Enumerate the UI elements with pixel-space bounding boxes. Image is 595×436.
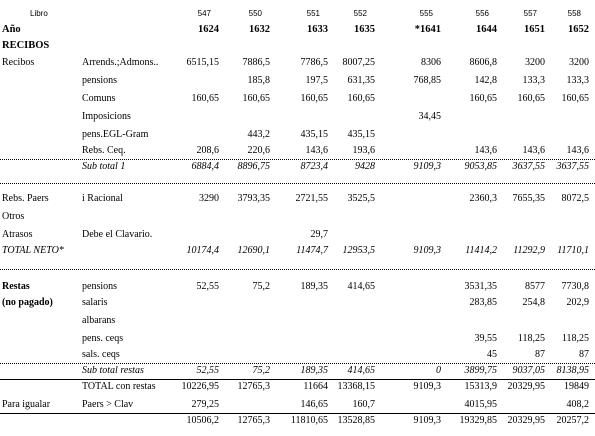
row-item-label: Arrends.;Admons..	[82, 57, 159, 68]
table-cell: 143,6	[305, 145, 328, 156]
row-item-label: Rebs. Ceq.	[82, 145, 126, 156]
table-cell: 9109,3	[413, 381, 441, 392]
table-cell: 133,3	[566, 75, 589, 86]
row-item-label: pens.EGL-Gram	[82, 129, 149, 140]
table-cell: 133,3	[522, 75, 545, 86]
table-cell: 34,45	[418, 111, 441, 122]
table-cell: 160,65	[517, 93, 545, 104]
libro-number: 552	[353, 9, 367, 18]
table-cell: 12765,3	[237, 381, 270, 392]
table-cell: 2721,55	[295, 193, 328, 204]
table-cell: 19849	[564, 381, 589, 392]
table-cell: 6884,4	[191, 161, 219, 172]
table-cell: 9109,3	[413, 161, 441, 172]
table-cell: 143,6	[474, 145, 497, 156]
libro-number: 551	[306, 9, 320, 18]
section-title: RECIBOS	[2, 40, 50, 51]
table-cell: 10506,2	[186, 415, 219, 426]
table-cell: 29,7	[310, 229, 328, 240]
libro-number: 558	[567, 9, 581, 18]
table-cell: 7730,8	[561, 281, 589, 292]
row-item-label: Sub total restas	[82, 365, 144, 376]
table-cell: 160,65	[242, 93, 270, 104]
table-cell: 0	[436, 365, 441, 376]
table-cell: 3200	[569, 57, 589, 68]
table-cell: 52,55	[196, 281, 219, 292]
table-cell: 8306	[421, 57, 441, 68]
table-cell: 3200	[525, 57, 545, 68]
table-cell: 160,65	[300, 93, 328, 104]
row-item-label: salaris	[82, 297, 108, 308]
row-item-label: i Racional	[82, 193, 123, 204]
table-cell: 11710,1	[557, 245, 589, 256]
table-cell: 197,5	[305, 75, 328, 86]
table-cell: 75,2	[252, 365, 270, 376]
table-cell: 146,65	[300, 399, 328, 410]
table-cell: 160,7	[352, 399, 375, 410]
row-item-label: pensions	[82, 75, 117, 86]
table-cell: 3525,5	[347, 193, 375, 204]
table-cell: 142,8	[474, 75, 497, 86]
table-cell: 435,15	[300, 129, 328, 140]
year-header: 1651	[524, 24, 545, 35]
table-cell: 52,55	[196, 365, 219, 376]
table-cell: 220,6	[247, 145, 270, 156]
table-cell: 9109,3	[413, 245, 441, 256]
table-cell: 414,65	[347, 365, 375, 376]
table-cell: 10226,95	[181, 381, 219, 392]
table-cell: 7655,35	[512, 193, 545, 204]
solid-rule	[0, 413, 595, 414]
row-group-label: TOTAL NETO*	[2, 245, 64, 256]
row-group-label: Restas	[2, 281, 30, 292]
table-cell: 254,8	[522, 297, 545, 308]
row-item-label: Sub total 1	[82, 161, 126, 172]
row-group-label: Atrasos	[2, 229, 33, 240]
table-cell: 9037,05	[512, 365, 545, 376]
table-cell: 39,55	[474, 333, 497, 344]
table-cell: 13368,15	[337, 381, 375, 392]
table-cell: 12690,1	[237, 245, 270, 256]
table-cell: 11474,7	[296, 245, 328, 256]
table-cell: 11810,65	[290, 415, 328, 426]
table-cell: 8007,25	[342, 57, 375, 68]
row-group-label: Otros	[2, 211, 25, 222]
table-cell: 8072,5	[561, 193, 589, 204]
row-item-label: albarans	[82, 315, 116, 326]
table-cell: 631,35	[347, 75, 375, 86]
row-item-label: Comuns	[82, 93, 116, 104]
table-cell: 20329,95	[507, 415, 545, 426]
table-cell: 13528,85	[337, 415, 375, 426]
table-cell: 768,85	[413, 75, 441, 86]
row-item-label: sals. ceqs	[82, 349, 120, 360]
table-cell: 8723,4	[300, 161, 328, 172]
table-cell: 9428	[355, 161, 375, 172]
libro-number: 550	[248, 9, 262, 18]
table-cell: 160,65	[469, 93, 497, 104]
table-cell: 8896,75	[237, 161, 270, 172]
row-item-label: Paers > Clav	[82, 399, 134, 410]
libro-number: 556	[475, 9, 489, 18]
table-cell: 87	[535, 349, 545, 360]
year-label: Año	[2, 24, 21, 35]
dotted-rule	[0, 183, 595, 184]
row-item-label: TOTAL con restas	[82, 381, 156, 392]
table-cell: 3637,55	[512, 161, 545, 172]
row-item-label: Debe el Clavario.	[82, 229, 153, 240]
row-group-label: Para igualar	[2, 399, 51, 410]
table-cell: 189,35	[300, 281, 328, 292]
year-header: 1652	[568, 24, 589, 35]
row-group-label: Rebs. Paers	[2, 193, 49, 204]
year-header: 1624	[198, 24, 219, 35]
table-cell: 11292,9	[513, 245, 545, 256]
table-cell: 435,15	[347, 129, 375, 140]
table-cell: 10174,4	[186, 245, 219, 256]
row-item-label: pens. ceqs	[82, 333, 124, 344]
year-header: 1632	[249, 24, 270, 35]
table-cell: 3899,75	[464, 365, 497, 376]
table-cell: 3290	[199, 193, 219, 204]
table-cell: 143,6	[522, 145, 545, 156]
table-cell: 12765,3	[237, 415, 270, 426]
row-group-label: (no pagado)	[2, 297, 53, 308]
table-cell: 143,6	[566, 145, 589, 156]
table-cell: 414,65	[347, 281, 375, 292]
table-cell: 6515,15	[186, 57, 219, 68]
table-cell: 9053,85	[464, 161, 497, 172]
table-cell: 189,35	[300, 365, 328, 376]
table-cell: 8606,8	[469, 57, 497, 68]
table-cell: 208,6	[196, 145, 219, 156]
year-header: 1635	[354, 24, 375, 35]
table-cell: 118,25	[517, 333, 545, 344]
dotted-rule	[0, 159, 595, 160]
table-cell: 185,8	[247, 75, 270, 86]
row-item-label: pensions	[82, 281, 117, 292]
table-cell: 9109,3	[413, 415, 441, 426]
table-cell: 4015,95	[464, 399, 497, 410]
dotted-rule	[0, 363, 595, 364]
table-cell: 7886,5	[242, 57, 270, 68]
libro-number: 555	[419, 9, 433, 18]
table-cell: 3637,55	[556, 161, 589, 172]
table-cell: 45	[487, 349, 497, 360]
table-cell: 87	[579, 349, 589, 360]
year-header: 1644	[476, 24, 497, 35]
table-cell: 7786,5	[300, 57, 328, 68]
table-cell: 3531,35	[464, 281, 497, 292]
table-cell: 160,65	[347, 93, 375, 104]
table-cell: 2360,3	[469, 193, 497, 204]
table-cell: 202,9	[566, 297, 589, 308]
table-cell: 19329,85	[459, 415, 497, 426]
table-cell: 75,2	[252, 281, 270, 292]
libro-label: Libro	[30, 9, 48, 18]
table-cell: 11414,2	[465, 245, 497, 256]
year-header: 1633	[307, 24, 328, 35]
table-cell: 160,65	[561, 93, 589, 104]
table-cell: 279,25	[191, 399, 219, 410]
row-item-label: Imposicions	[82, 111, 131, 122]
table-cell: 11664	[303, 381, 328, 392]
libro-number: 557	[523, 9, 537, 18]
dotted-rule	[0, 269, 595, 270]
table-cell: 12953,5	[342, 245, 375, 256]
table-cell: 15313,9	[464, 381, 497, 392]
table-cell: 20329,95	[507, 381, 545, 392]
row-group-label: Recibos	[2, 57, 35, 68]
table-cell: 118,25	[561, 333, 589, 344]
table-cell: 193,6	[352, 145, 375, 156]
table-cell: 160,65	[191, 93, 219, 104]
libro-number: 547	[197, 9, 211, 18]
year-header: *1641	[414, 24, 441, 35]
table-cell: 20257,2	[556, 415, 589, 426]
table-cell: 408,2	[566, 399, 589, 410]
table-cell: 3793,35	[237, 193, 270, 204]
table-cell: 443,2	[247, 129, 270, 140]
table-cell: 8138,95	[556, 365, 589, 376]
table-cell: 283,85	[469, 297, 497, 308]
solid-rule	[0, 379, 595, 380]
table-cell: 8577	[525, 281, 545, 292]
